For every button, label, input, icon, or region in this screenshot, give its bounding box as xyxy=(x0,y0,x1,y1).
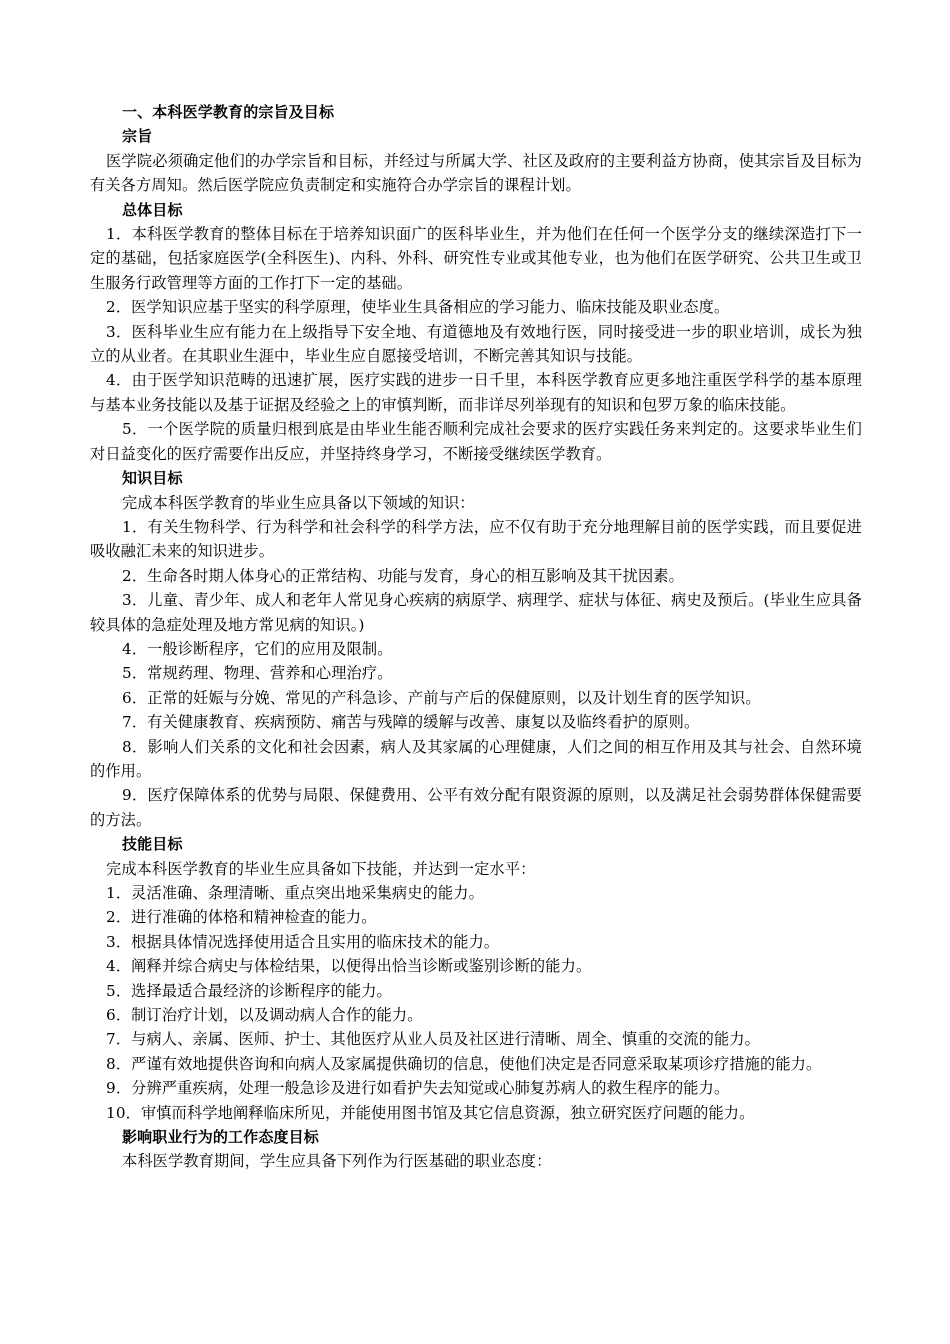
skill-item: 9．分辨严重疾病，处理一般急诊及进行如看护失去知觉或心肺复苏病人的救生程序的能力。 xyxy=(106,1079,730,1098)
skill-item: 6．制订治疗计划，以及调动病人合作的能力。 xyxy=(106,1006,423,1025)
knowledge-item: 7．有关健康教育、疾病预防、痛苦与残障的缓解与改善、康复以及临终看护的原则。 xyxy=(122,713,700,732)
knowledge-item: 6．正常的妊娠与分娩、常见的产科急诊、产前与产后的保健原则，以及计划生育的医学知识。 xyxy=(122,688,761,707)
knowledge-intro: 完成本科医学教育的毕业生应具备以下领域的知识： xyxy=(122,493,475,512)
overall-goal-item: 4．由于医学知识范畴的迅速扩展，医疗实践的进步一日千里，本科医学教育应更多地注重医学科学的基本原理与基本业务技能以及基于证据及经验之上的审慎判断，而非详尽列举现有的知识和包罗万象的临床技能。 xyxy=(90,371,862,414)
knowledge-item: 3．儿童、青少年、成人和老年人常见身心疾病的病原学、病理学、症状与体征、病史及预后。(毕业生应具备较具体的急症处理及地方常见病的知识。) xyxy=(90,591,862,634)
overall-goal-item: 2．医学知识应基于坚实的科学原理，使毕业生具备相应的学习能力、临床技能及职业态度。 xyxy=(106,298,730,317)
skill-item: 2．进行准确的体格和精神检查的能力。 xyxy=(106,908,377,927)
overall-goal-item: 5．一个医学院的质量归根到底是由毕业生能否顺利完成社会要求的医疗实践任务来判定的。这要求毕业生们对日益变化的医疗需要作出反应，并坚持终身学习，不断接受继续医学教育。 xyxy=(90,420,862,463)
section-heading: 一、本科医学教育的宗旨及目标 xyxy=(122,103,335,121)
skill-item: 3．根据具体情况选择使用适合且实用的临床技术的能力。 xyxy=(106,932,500,951)
knowledge-item: 2．生命各时期人体身心的正常结构、功能与发育，身心的相互影响及其干扰因素。 xyxy=(122,566,684,585)
paragraph-purpose: 医学院必须确定他们的办学宗旨和目标，并经过与所属大学、社区及政府的主要利益方协商，使其宗旨及目标为有关各方周知。然后医学院应负责制定和实施符合办学宗旨的课程计划。 xyxy=(90,151,862,195)
skill-item: 8．严谨有效地提供咨询和向病人及家属提供确切的信息，使他们决定是否同意采取某项诊疗措施的能力。 xyxy=(106,1054,822,1073)
skill-item: 1．灵活准确、条理清晰、重点突出地采集病史的能力。 xyxy=(106,884,484,902)
overall-goal-item: 1．本科医学教育的整体目标在于培养知识面广的医科毕业生，并为他们在任何一个医学分支的继续深造打下一定的基础，包括家庭医学(全科医生)、内科、外科、研究性专业或其他专业，也为他们在医学研究、公共卫生或卫生服务行政管理等方面的工作打下一定的基础。 xyxy=(90,225,862,292)
overall-goal-item: 3．医科毕业生应有能力在上级指导下安全地、有道德地及有效地行医，同时接受进一步的职业培训，成长为独立的从业者。在其职业生涯中，毕业生应自愿接受培训，不断完善其知识与技能。 xyxy=(90,322,862,366)
skill-item: 5．选择最适合最经济的诊断程序的能力。 xyxy=(106,981,392,1000)
knowledge-item: 8．影响人们关系的文化和社会因素，病人及其家属的心理健康，人们之间的相互作用及其与社会、自然环境的作用。 xyxy=(90,737,862,780)
knowledge-item: 4．一般诊断程序，它们的应用及限制。 xyxy=(122,639,393,658)
knowledge-item: 9．医疗保障体系的优势与局限、保健费用、公平有效分配有限资源的原则，以及满足社会弱势群体保健需要的方法。 xyxy=(90,786,862,829)
subheading-attitude-goals: 影响职业行为的工作态度目标 xyxy=(122,1128,319,1147)
document-page xyxy=(90,100,862,1174)
subheading-skill-goals: 技能目标 xyxy=(122,835,183,854)
subheading-knowledge-goals: 知识目标 xyxy=(122,469,183,488)
skill-item: 10．审慎而科学地阐释临床所见，并能使用图书馆及其它信息资源，独立研究医疗问题的能力。 xyxy=(106,1103,755,1122)
knowledge-item: 1．有关生物科学、行为科学和社会科学的科学方法，应不仅有助于充分地理解目前的医学实践，而且要促进吸收融汇未来的知识进步。 xyxy=(90,517,862,561)
subheading-overall-goals: 总体目标 xyxy=(122,200,183,219)
skill-item: 7．与病人、亲属、医师、护士、其他医疗从业人员及社区进行清晰、周全、慎重的交流的能力。 xyxy=(106,1030,760,1049)
attitude-intro: 本科医学教育期间，学生应具备下列作为行医基础的职业态度： xyxy=(122,1152,552,1171)
subheading-purpose: 宗旨 xyxy=(122,127,153,146)
skill-item: 4．阐释并综合病史与体检结果，以便得出恰当诊断或鉴别诊断的能力。 xyxy=(106,957,592,976)
knowledge-item: 5．常规药理、物理、营养和心理治疗。 xyxy=(122,664,393,683)
skills-intro: 完成本科医学教育的毕业生应具备如下技能，并达到一定水平： xyxy=(106,859,536,878)
